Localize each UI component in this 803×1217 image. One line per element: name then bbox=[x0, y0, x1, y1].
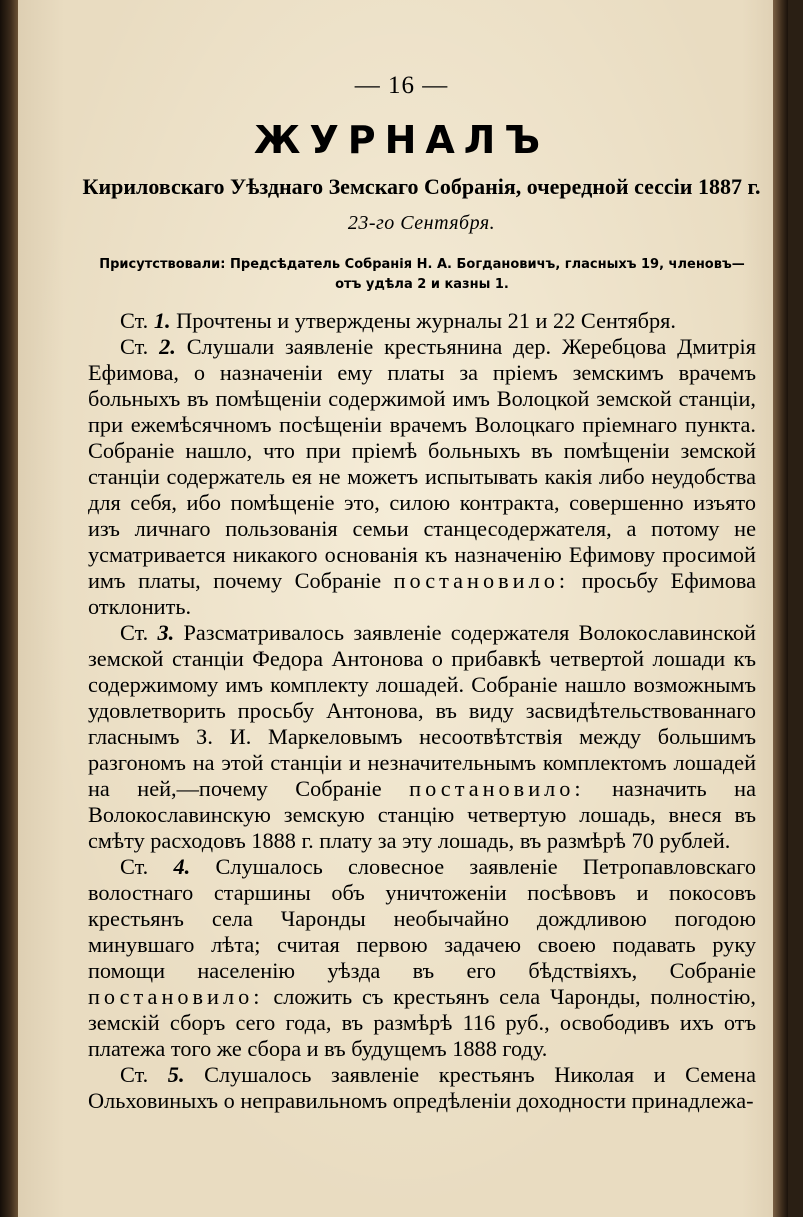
resolution-word: постановило: bbox=[409, 776, 585, 801]
page-number: — 16 — bbox=[354, 72, 449, 99]
article-number: 5. bbox=[167, 1062, 185, 1087]
article-number: 4. bbox=[173, 854, 191, 879]
article-text: Слушалось заявленіе крестьянъ Николая и Семена Ольховиныхъ о неправильномъ опредѣленіи доходности принадлежа- bbox=[88, 1062, 757, 1113]
article-3 bbox=[88, 620, 756, 854]
article-text: Прочтены и утверждены журналы 21 и 22 Сентября. bbox=[176, 308, 676, 333]
article-prefix: Ст. bbox=[120, 620, 149, 645]
article-5 bbox=[88, 1062, 756, 1114]
article-1 bbox=[88, 308, 756, 334]
article-text: Разсматривалось заявленіе содержателя Волокославинской земской станціи Федора Антонова о прибавкѣ четвертой лошади къ содержимому имъ комплекту лошадей. Собраніе нашло возможнымъ удовлетворить просьбу Антонова, въ виду засвидѣтельствованнаго гласнымъ З. И. Маркеловымъ несоотвѣтствія между большимъ разгономъ на этой станціи и незначительнымъ комплектомъ лошадей на ней,—почему Собраніе bbox=[88, 620, 756, 801]
article-resolution: назначить на Волокославинскую земскую станцію четвертую лошадь, внеся въ смѣту расходовъ 1888 г. плату за эту лошадь, въ размѣрѣ 70 рублей. bbox=[88, 776, 757, 853]
session-date: 23-го Сентября. bbox=[347, 212, 496, 234]
article-text: Слушалось словесное заявленіе Петропавловскаго волостнаго старшины объ уничтоженіи посѣвовъ и покосовъ крестьянъ села Чаронды необычайно дождливою погодою минувшаго лѣта; считая первою задачею своею подавать руку помощи населенію уѣзда въ его бѣдствіяхъ, Собраніе bbox=[88, 854, 756, 983]
journal-title: ЖУРНАЛЪ bbox=[253, 118, 550, 162]
article-2 bbox=[88, 334, 756, 620]
article-prefix: Ст. bbox=[120, 854, 149, 879]
article-prefix: Ст. bbox=[120, 334, 149, 359]
article-resolution: сложить съ крестьянъ села Чаронды, полностію, земскій сборъ сего года, въ размѣрѣ 116 руб., освободивъ ихъ отъ платежа того же сбора и въ будущемъ 1888 году. bbox=[88, 984, 756, 1061]
journal-body bbox=[88, 308, 756, 1114]
resolution-word: постановило: bbox=[393, 568, 570, 593]
article-number: 1. bbox=[153, 308, 171, 333]
journal-subtitle: Кириловскаго Уѣзднаго Земскаго Собранія, очередной сессіи 1887 г. bbox=[82, 174, 761, 199]
article-prefix: Ст. bbox=[120, 308, 149, 333]
article-number: 2. bbox=[159, 334, 176, 359]
article-number: 3. bbox=[157, 620, 175, 645]
article-text: Слушали заявленіе крестьянина дер. Жеребцова Дмитрія Ефимова, о назначеніи ему платы за пріемъ земскимъ врачемъ больныхъ въ помѣщеніи содержимой имъ Волоцкой земской станціи, при ежемѣсячномъ посѣщеніи врачемъ Волоцкаго пріемнаго пункта. Собраніе нашло, что при пріемѣ больныхъ въ помѣщеніи земской станціи содержатель ея не можетъ испытывать какія либо неудобства для себя, ибо помѣщеніе это, силою контракта, совершенно изъято изъ личнаго пользованія семьи станцесодержателя, а потому не усматривается никакого основанія къ назначенію Ефимову просимой имъ платы, почему Собраніе bbox=[88, 334, 757, 593]
article-prefix: Ст. bbox=[120, 1062, 149, 1087]
attendance-line: Присутствовали: Предсѣдатель Собранія Н. А. Богдановичъ, гласныхъ 19, членовъ—отъ удѣла 2 и казны 1. bbox=[99, 257, 745, 292]
article-4 bbox=[88, 854, 756, 1062]
resolution-word: постановило: bbox=[88, 984, 264, 1009]
article-resolution: просьбу Ефимова отклонить. bbox=[88, 568, 756, 619]
